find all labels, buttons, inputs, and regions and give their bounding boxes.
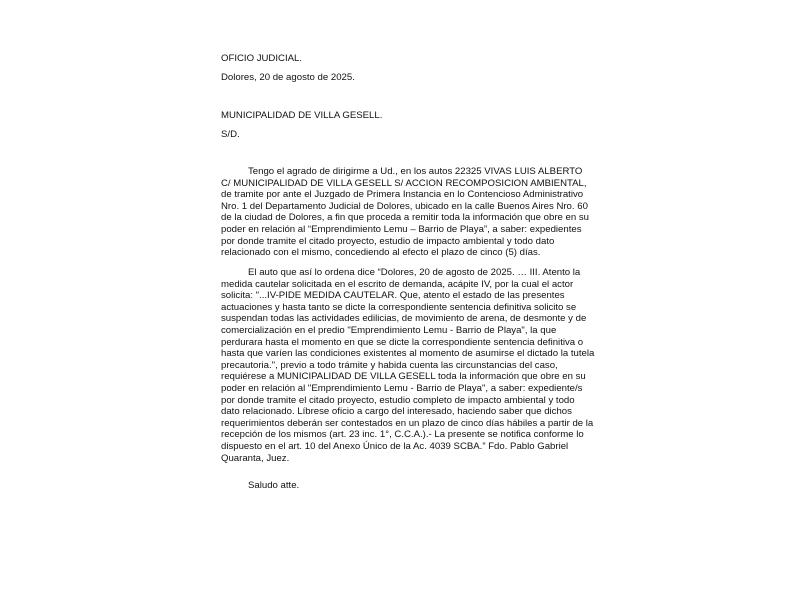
- paragraph-line: actuaciones y hasta tanto se dicte la correspondiente sentencia definitiva solicito se: [221, 301, 577, 313]
- recipient-name: MUNICIPALIDAD DE VILLA GESELL.: [221, 110, 383, 121]
- closing-salutation: Saludo atte.: [248, 480, 300, 491]
- paragraph-line: El auto que así lo ordena dice “Dolores, 20 de agosto de 2025. … III. Atento la: [248, 267, 581, 278]
- paragraph-line: solicita: "...IV-PIDE MEDIDA CAUTELAR. Que, atento el estado de las presentes: [221, 290, 565, 302]
- paragraph-line: precautoria.", previo a todo trámite y habida cuenta las circunstancias del caso,: [221, 359, 558, 371]
- paragraph-line: medida cautelar solicitada en el escrito de demanda, acápite IV, por la cual el actor: [221, 278, 574, 290]
- paragraph-line: por donde tramite el citado proyecto, estudio de impacto ambiental y todo dato: [221, 235, 555, 247]
- paragraph-line: comercialización en el predio "Emprendimiento Lemu - Barrio de Playa", la que: [221, 324, 557, 336]
- paragraph-line: perdurara hasta el momento en que se dicte la correspondiente sentencia definitiva o: [221, 336, 584, 348]
- paragraph-line: dato relacionado. Líbrese oficio a cargo del interesado, haciendo saber que dichos: [221, 406, 572, 418]
- paragraph-line: Quaranta, Juez.: [221, 452, 290, 464]
- paragraph-line: Nro. 1 del Departamento Judicial de Dolores, ubicado en la calle Buenos Aires Nro. 60: [221, 200, 588, 212]
- recipient-sd: S/D.: [221, 129, 240, 140]
- paragraph-line: dispuesto en el art. 10 del Anexo Único de la Ac. 4039 SCBA.” Fdo. Pablo Gabriel: [221, 440, 569, 452]
- document-date: Dolores, 20 de agosto de 2025.: [221, 72, 355, 83]
- paragraph-line: poder en relación al “Emprendimiento Lemu – Barrio de Playa”, a saber: expedientes: [221, 223, 582, 235]
- paragraph-line: recepción de los mismos (art. 23 inc. 1°, C.C.A.).- La presente se notifica conforme lo: [221, 429, 584, 441]
- paragraph-line: hasta que varíen las condiciones existentes al momento de asumirse el dictado la tutela: [221, 348, 595, 360]
- body-paragraph-2: [221, 267, 595, 464]
- paragraph-line: requerimientos deberán ser contestados en un plazo de cinco días hábiles a partir de la: [221, 417, 594, 429]
- paragraph-line: requiérese a MUNICIPALIDAD DE VILLA GESELL toda la información que obre en su: [221, 371, 586, 383]
- paragraph-line: por donde tramite el citado proyecto, estudio completo de impacto ambiental y todo: [221, 394, 575, 406]
- paragraph-line: poder en relación al "Emprendimiento Lemu - Barrio de Playa", a saber: expediente/s: [221, 382, 583, 394]
- paragraph-line: Tengo el agrado de dirigirme a Ud., en los autos 22325 VIVAS LUIS ALBERTO: [248, 166, 583, 177]
- body-paragraph-1: [221, 166, 589, 259]
- paragraph-line: de tramite por ante el Juzgado de Primera Instancia en lo Contencioso Administrativo: [221, 189, 584, 201]
- paragraph-line: C/ MUNICIPALIDAD DE VILLA GESELL S/ ACCION RECOMPOSICION AMBIENTAL,: [221, 177, 587, 189]
- document-title: OFICIO JUDICIAL.: [221, 53, 303, 64]
- paragraph-line: relacionado con el mismo, concediendo al efecto el plazo de cinco (5) días.: [221, 247, 541, 259]
- paragraph-line: de la ciudad de Dolores, a fin que proceda a remitir toda la información que obre en su: [221, 212, 589, 224]
- paragraph-line: suspendan todas las actividades edilicias, de movimiento de arena, de desmonte y de: [221, 313, 587, 325]
